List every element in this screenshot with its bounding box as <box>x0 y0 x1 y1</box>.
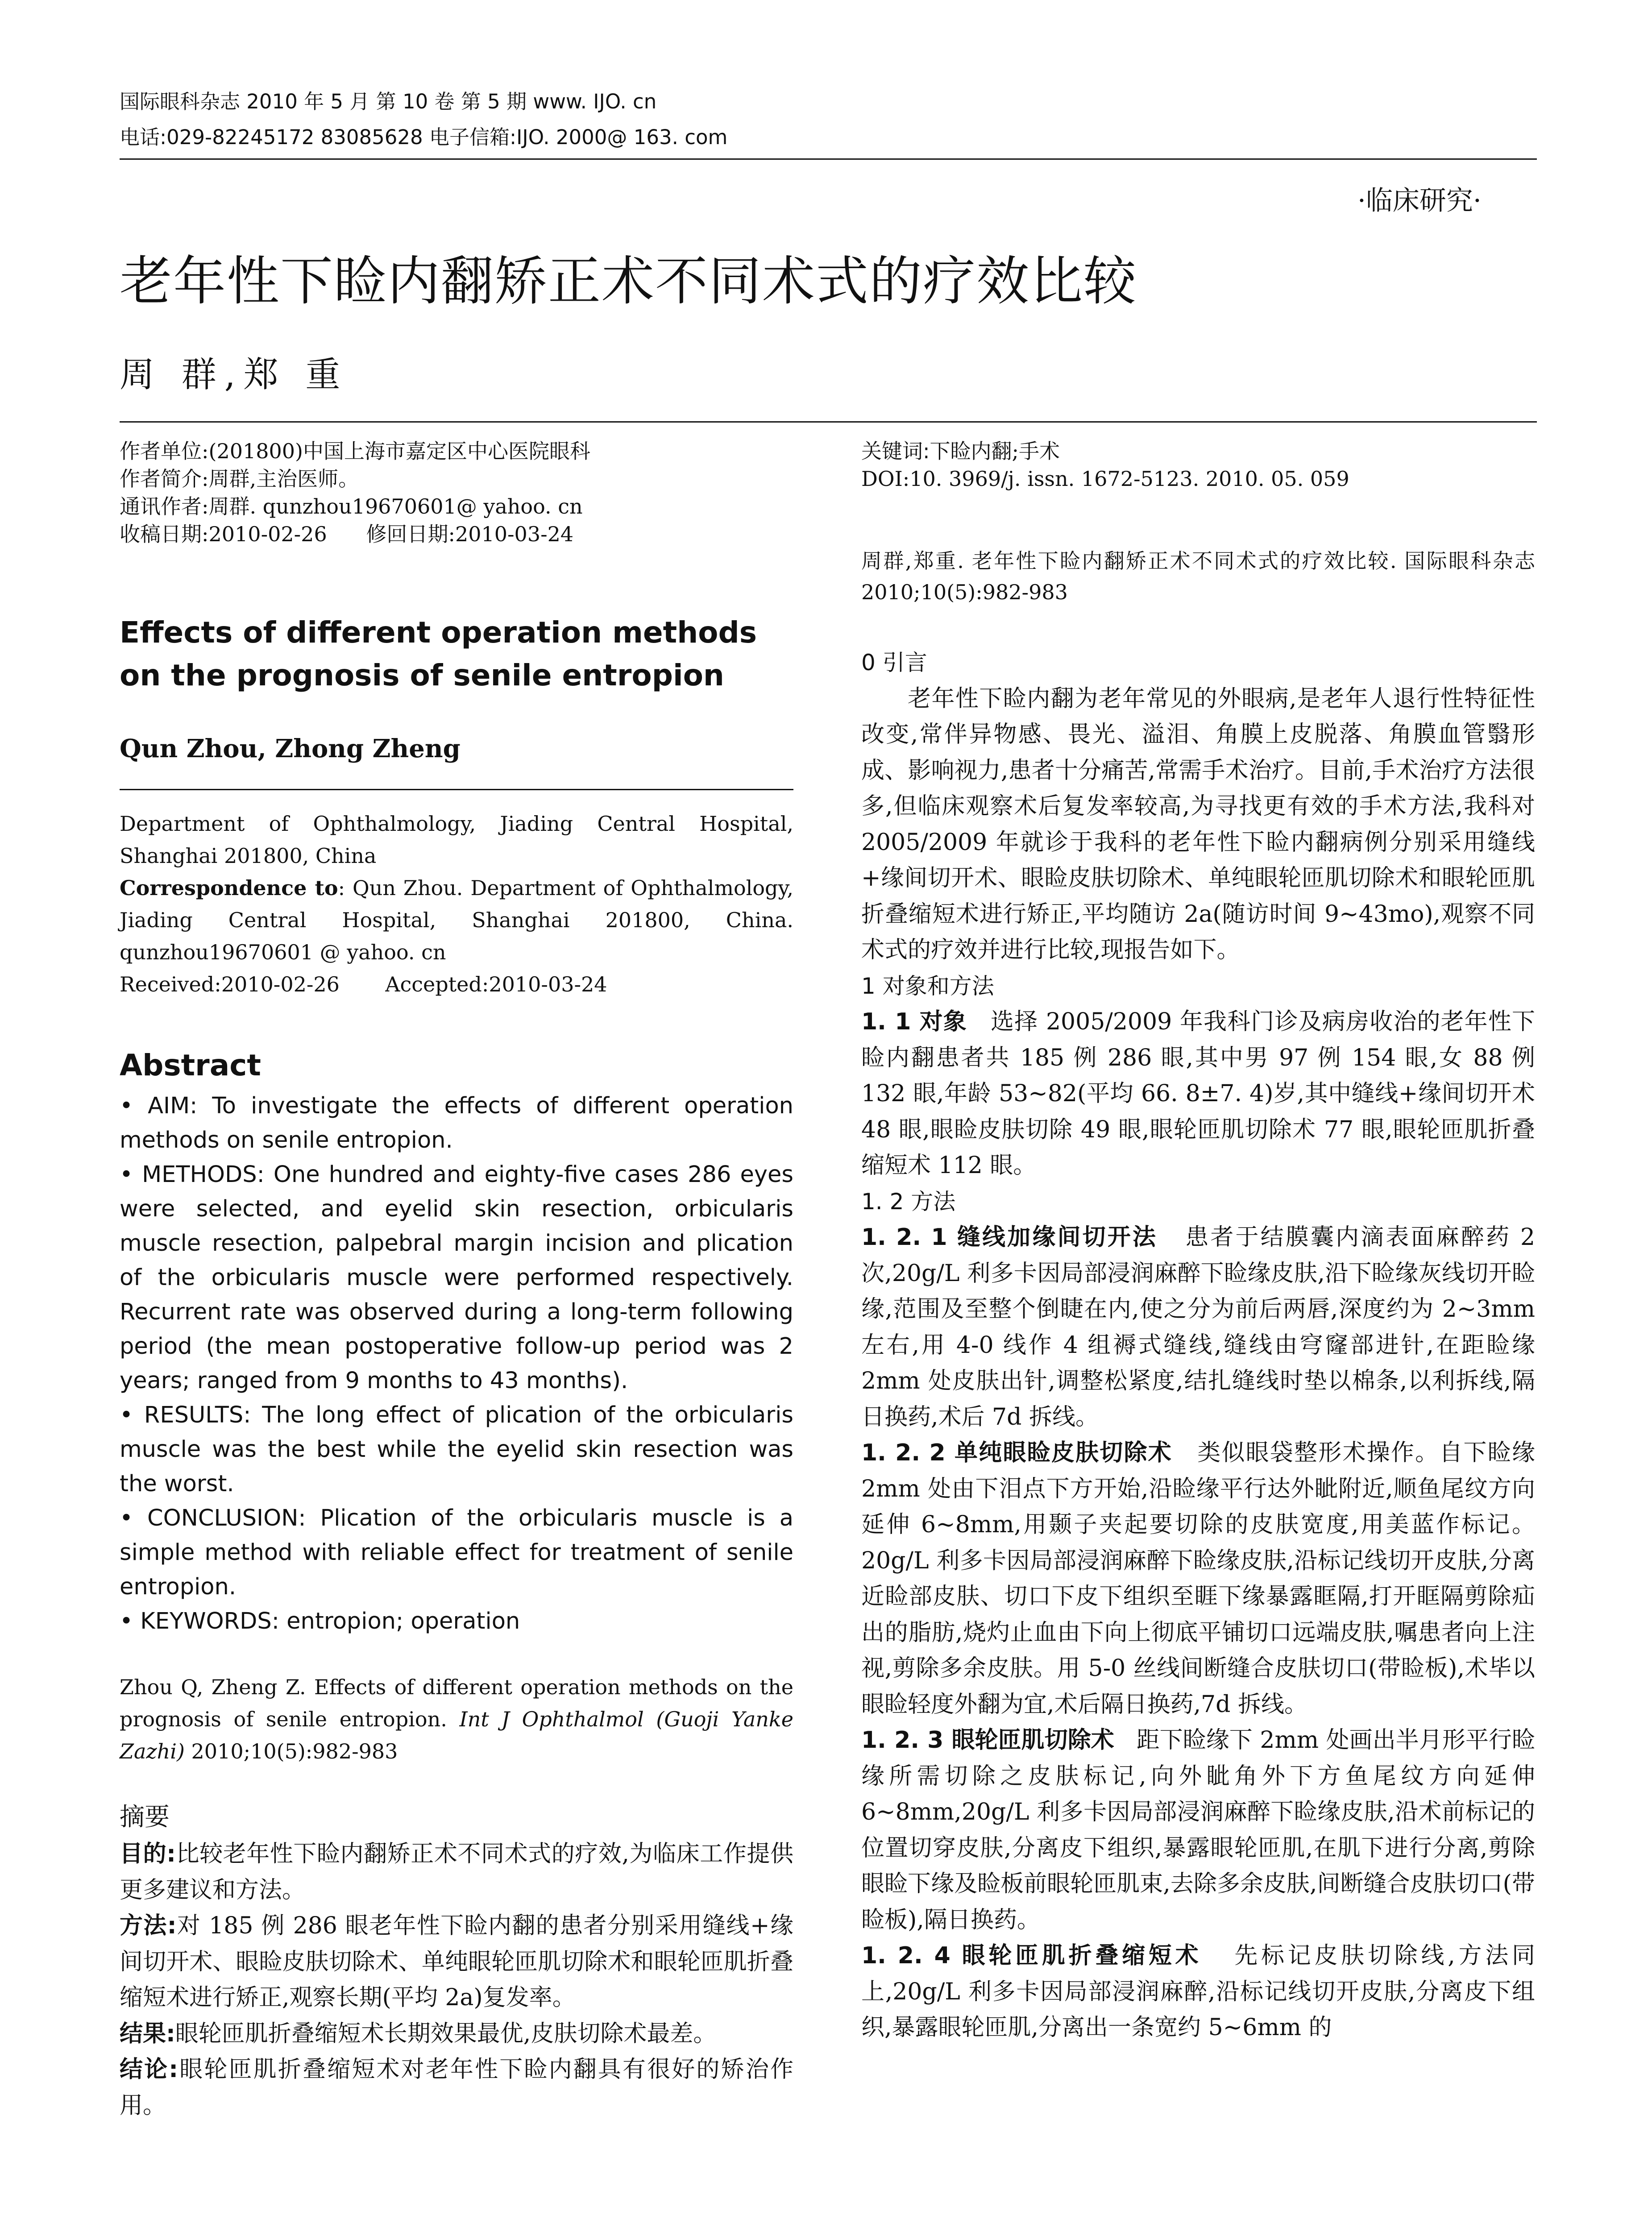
english-affiliation-block <box>120 808 793 1000</box>
section-1-2-1-text: 患者于结膜囊内滴表面麻醉药 2 次,20g/L 利多卡因局部浸润麻醉下睑缘皮肤,沿下睑缘灰线切开睑缘,范围及至整个倒睫在内,使之分为前后两唇,深度约为 2~3mm 左右,用 4-0 线作 4 组褥式缝线,缝线由穹窿部进针,在距睑缘 2mm 处皮肤出针,调整松紧度,结扎缝线时垫以棉条,以利拆线,隔日换药,术后 7d 拆线。 <box>861 1224 1535 1431</box>
author-meta <box>120 437 793 548</box>
cn-conclusion-label: 结论: <box>120 2056 178 2083</box>
cn-conclusion-text: 眼轮匝肌折叠缩短术对老年性下睑内翻具有很好的矫治作用。 <box>120 2056 793 2119</box>
cn-abstract-body <box>120 1836 793 2123</box>
corresponding-author: 通讯作者:周群. qunzhou19670601@ yahoo. cn <box>120 494 583 518</box>
cn-keywords <box>861 437 1535 465</box>
keywords-doi-block <box>861 437 1535 493</box>
cn-citation: 周群,郑重. 老年性下睑内翻矫正术不同术式的疗效比较. 国际眼科杂志 2010;10(5):982-983 <box>861 549 1535 604</box>
section-1-2-2-label: 1. 2. 2 单纯眼睑皮肤切除术 <box>861 1439 1172 1466</box>
section-1-2-1 <box>861 1219 1535 1435</box>
cn-methods-label: 方法: <box>120 1912 177 1939</box>
section-tag: ·临床研究· <box>1357 185 1482 216</box>
cn-conclusion <box>120 2052 793 2123</box>
cn-aim <box>120 1836 793 1908</box>
section-1-2-2-text: 类似眼袋整形术操作。自下睑缘 2mm 处由下泪点下方开始,沿睑缘平行达外眦附近,顺鱼尾纹方向延伸 6~8mm,用颞子夹起要切除的皮肤宽度,用美蓝作标记。20g/L 利多卡因局部浸润麻醉下睑缘皮肤,沿标记线切开皮肤,分离近睑部皮肤、切口下皮下组织至睚下缘暴露眶隔,打开眶隔剪除疝出的脂肪,烧灼止血由下向上彻底平铺切口远端皮肤,嘱患者向上注视,剪除多余皮肤。用 5-0 丝线间断缝合皮肤切口(带睑板),术毕以眼睑轻度外翻为宜,术后隔日换药,7d 拆线。 <box>861 1439 1535 1718</box>
abstract-methods: • METHODS: One hundred and eighty-five cases 286 eyes were selected, and eyelid skin resection, orbicularis muscle resection, palpebral margin incision and plication of the orbicularis muscle were performed respectively. Recurrent rate was observed during a long-term following period (the mean postoperative follow-up period was 2 years; ranged from 9 months to 43 months). <box>120 1161 793 1394</box>
cn-aim-label: 目的: <box>120 1841 176 1867</box>
citation-journal: Int J Ophthalmol (Guoji Yanke Zazhi) <box>120 1707 794 1763</box>
english-correspondence <box>120 872 793 968</box>
intro-heading: 0 引言 <box>861 650 927 676</box>
abstract-heading: Abstract <box>120 1048 261 1082</box>
section-1-1 <box>861 1004 1535 1184</box>
section-1-2-heading: 1. 2 方法 <box>861 1188 956 1215</box>
english-title: Effects of different operation methods on the prognosis of senile entropion <box>120 615 757 693</box>
cn-results <box>120 2016 793 2052</box>
abstract-body <box>120 1089 793 1638</box>
intro-paragraph: 老年性下睑内翻为老年常见的外眼病,是老年人退行性特征性改变,常伴异物感、畏光、溢泪、角膜上皮脱落、角膜血管翳形成、影响视力,患者十分痛苦,常需手术治疗。目前,手术治疗方法很多,但临床观察术后复发率较高,为寻找更有效的手术方法,我科对 2005/2009 年就诊于我科的老年性下睑内翻病例分别采用缝线+缘间切开术、眼睑皮肤切除术、单纯眼轮匝肌切除术和眼轮匝肌折叠缩短术进行矫正,平均随访 2a(随访时间 9~43mo),观察不同术式的疗效并进行比较,现报告如下。 <box>861 685 1535 963</box>
section-1-2-4 <box>861 1938 1535 2046</box>
section-1-2-2 <box>861 1435 1535 1722</box>
section-1-1-text: 选择 2005/2009 年我科门诊及病房收治的老年性下睑内翻患者共 185 例 286 眼,其中男 97 例 154 眼,女 88 例 132 眼,年龄 53~82(平均 66. 8±7. 4)岁,其中缝线+缘间切开术 48 眼,眼睑皮肤切除 49 眼,眼轮匝肌切除术 77 眼,眼轮匝肌折叠缩短术 112 眼。 <box>861 1008 1535 1179</box>
cn-abstract-heading: 摘要 <box>120 1803 170 1832</box>
english-citation <box>120 1671 793 1767</box>
title-rule <box>120 421 1537 423</box>
cn-keywords-label: 关键词: <box>861 439 930 463</box>
received-dates: 收稿日期:2010-02-26 修回日期:2010-03-24 <box>120 522 574 546</box>
cn-results-text: 眼轮匝肌折叠缩短术长期效果最优,皮肤切除术最差。 <box>175 2020 717 2047</box>
section-1-2-3 <box>861 1722 1535 1938</box>
article-title: 老年性下睑内翻矫正术不同术式的疗效比较 <box>120 250 1137 312</box>
cn-methods <box>120 1908 793 2016</box>
section-1-1-label: 1. 1 对象 <box>861 1008 967 1035</box>
article-authors: 周 群,郑 重 <box>120 355 349 395</box>
author-bio: 作者简介:周群,主治医师。 <box>120 467 359 491</box>
section-1-2-4-label: 1. 2. 4 眼轮匝肌折叠缩短术 <box>861 1942 1202 1969</box>
english-received: Received:2010-02-26 Accepted:2010-03-24 <box>120 972 607 996</box>
section-1-2-3-text: 距下睑缘下 2mm 处画出半月形平行睑缘所需切除之皮肤标记,向外眦角外下方鱼尾纹方向延伸 6~8mm,20g/L 利多卡因局部浸润麻醉下睑缘皮肤,沿术前标记的位置切穿皮肤,分离皮下组织,暴露眼轮匝肌,在肌下进行分离,剪除眼睑下缘及睑板前眼轮匝肌束,去除多余皮肤,间断缝合皮肤切口(带睑板),隔日换药。 <box>861 1727 1536 1933</box>
abstract-aim: • AIM: To investigate the effects of different operation methods on senile entropion. <box>120 1093 793 1153</box>
article-body <box>861 645 1535 2046</box>
english-authors-rule <box>120 789 793 790</box>
cn-aim-text: 比较老年性下睑内翻矫正术不同术式的疗效,为临床工作提供更多建议和方法。 <box>120 1841 794 1903</box>
section-1-2-4-text: 先标记皮肤切除线,方法同上,20g/L 利多卡因局部浸润麻醉,沿标记线切开皮肤,分离皮下组织,暴露眼轮匝肌,分离出一条宽约 5~6mm 的 <box>861 1942 1535 2041</box>
cn-methods-text: 对 185 例 286 眼老年性下睑内翻的患者分别采用缝线+缘间切开术、眼睑皮肤切除术、单纯眼轮匝肌切除术和眼轮匝肌折叠缩短术进行矫正,观察长期(平均 2a)复发率。 <box>120 1912 793 2011</box>
doi: DOI:10. 3969/j. issn. 1672-5123. 2010. 05. 059 <box>861 467 1349 491</box>
section-1-2-3-label: 1. 2. 3 眼轮匝肌切除术 <box>861 1727 1114 1754</box>
section-1-2-1-label: 1. 2. 1 缝线加缘间切开法 <box>861 1224 1158 1251</box>
header-rule <box>120 158 1537 160</box>
citation-plain: Zhou Q, Zheng Z. Effects of different operation methods on the prognosis of senile entropion. <box>120 1675 793 1731</box>
journal-header-line2: 电话:029-82245172 83085628 电子信箱:IJO. 2000@ 163. com <box>120 125 728 149</box>
english-affiliation: Department of Ophthalmology, Jiading Central Hospital, Shanghai 201800, China <box>120 812 793 868</box>
cn-results-label: 结果: <box>120 2020 175 2047</box>
correspondence-text: : Qun Zhou. Department of Ophthalmology, Jiading Central Hospital, Shanghai 201800, China. qunzhou19670601 @ yahoo. cn <box>120 876 793 964</box>
cn-keywords-text: 下睑内翻;手术 <box>930 439 1060 463</box>
journal-header-line1: 国际眼科杂志 2010 年 5 月 第 10 卷 第 5 期 www. IJO. cn <box>120 90 657 113</box>
correspondence-label: Correspondence to <box>120 876 338 900</box>
abstract-results: • RESULTS: The long effect of plication of the orbicularis muscle was the best while the eyelid skin resection was the worst. <box>120 1402 793 1497</box>
abstract-conclusion: • CONCLUSION: Plication of the orbicularis muscle is a simple method with reliable effect for treatment of senile entropion. <box>120 1505 793 1600</box>
abstract-keywords: • KEYWORDS: entropion; operation <box>120 1608 520 1634</box>
author-unit: 作者单位:(201800)中国上海市嘉定区中心医院眼科 <box>120 439 590 463</box>
section1-heading: 1 对象和方法 <box>861 973 994 999</box>
english-authors: Qun Zhou, Zhong Zheng <box>120 734 461 763</box>
citation-tail: 2010;10(5):982-983 <box>184 1739 398 1763</box>
